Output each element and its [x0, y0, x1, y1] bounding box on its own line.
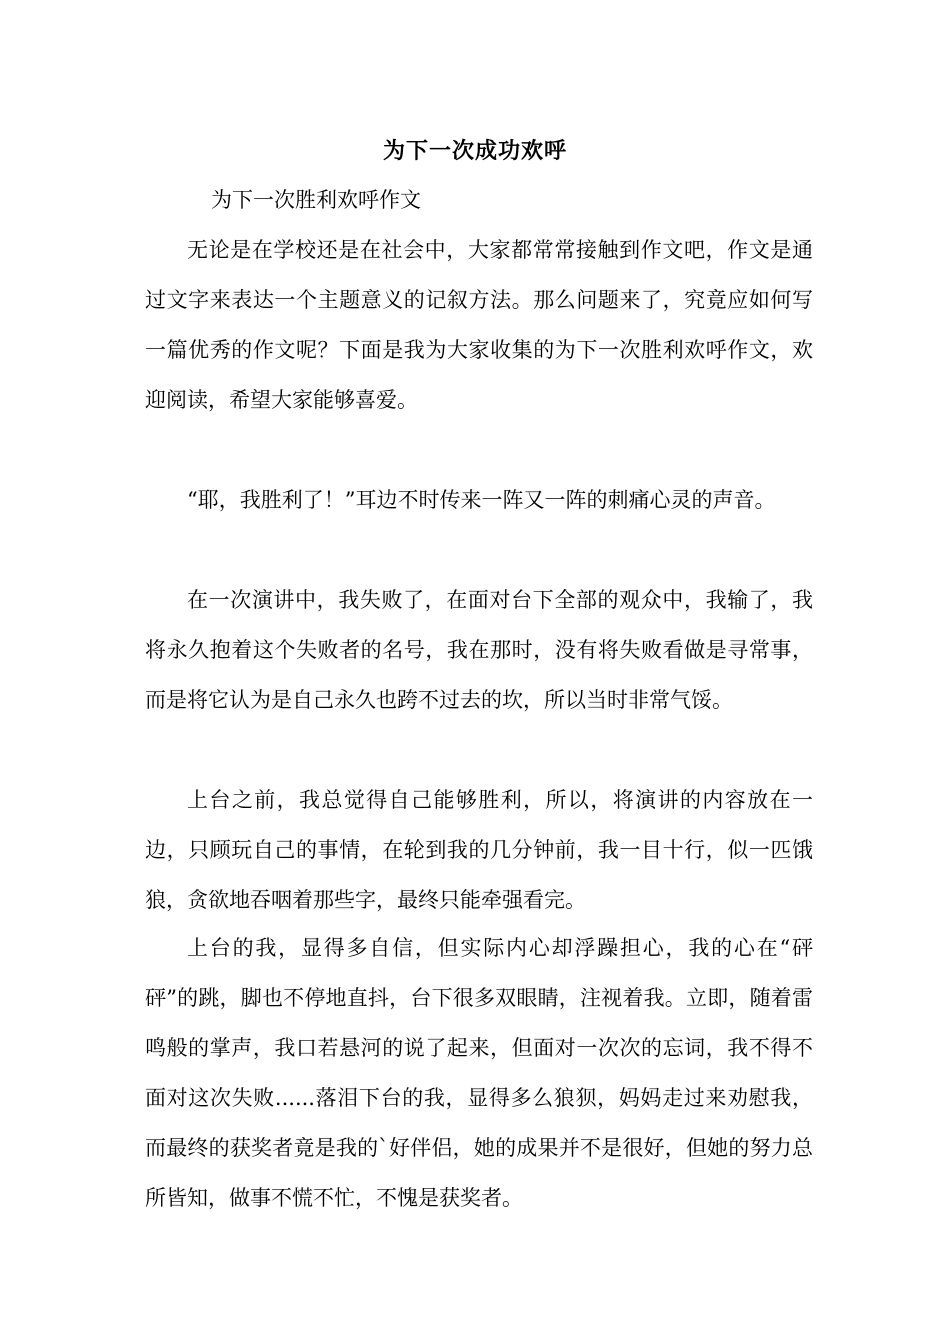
document-title: 为下一次成功欢呼	[382, 138, 567, 164]
document-subtitle: 为下一次胜利欢呼作文	[211, 188, 421, 212]
paragraph-intro: 无论是在学校还是在社会中，大家都常常接触到作文吧，作文是通过文字来表达一个主题意义的记叙方法。那么问题来了，究竟应如何写一篇优秀的作文呢？下面是我为大家收集的为下一次胜利欢呼作文，欢迎阅读，希望大家能够喜爱。	[145, 238, 813, 412]
paragraph-3: 上台之前，我总觉得自己能够胜利，所以，将演讲的内容放在一边，只顾玩自己的事情，在轮到我的几分钟前，我一目十行，似一匹饿狼，贪欲地吞咽着那些字，最终只能牵强看完。	[145, 788, 813, 912]
paragraph-4: 上台的我，显得多自信，但实际内心却浮躁担心，我的心在“砰砰”的跳，脚也不停地直抖，台下很多双眼睛，注视着我。立即，随着雷鸣般的掌声，我口若悬河的说了起来，但面对一次次的忘词，我不得不面对这次失败......落泪下台的我，显得多么狼狈，妈妈走过来劝慰我，而最终的获奖者竟是我的`好伴侣，她的成果并不是很好，但她的努力总所皆知，做事不慌不忙，不愧是获奖者。	[145, 936, 813, 1210]
paragraph-2: 在一次演讲中，我失败了，在面对台下全部的观众中，我输了，我将永久抱着这个失败者的名号，我在那时，没有将失败看做是寻常事，而是将它认为是自己永久也跨不过去的坎，所以当时非常气馁。	[145, 588, 813, 712]
paragraph-1: “耶，我胜利了！”耳边不时传来一阵又一阵的刺痛心灵的声音。	[187, 488, 776, 512]
